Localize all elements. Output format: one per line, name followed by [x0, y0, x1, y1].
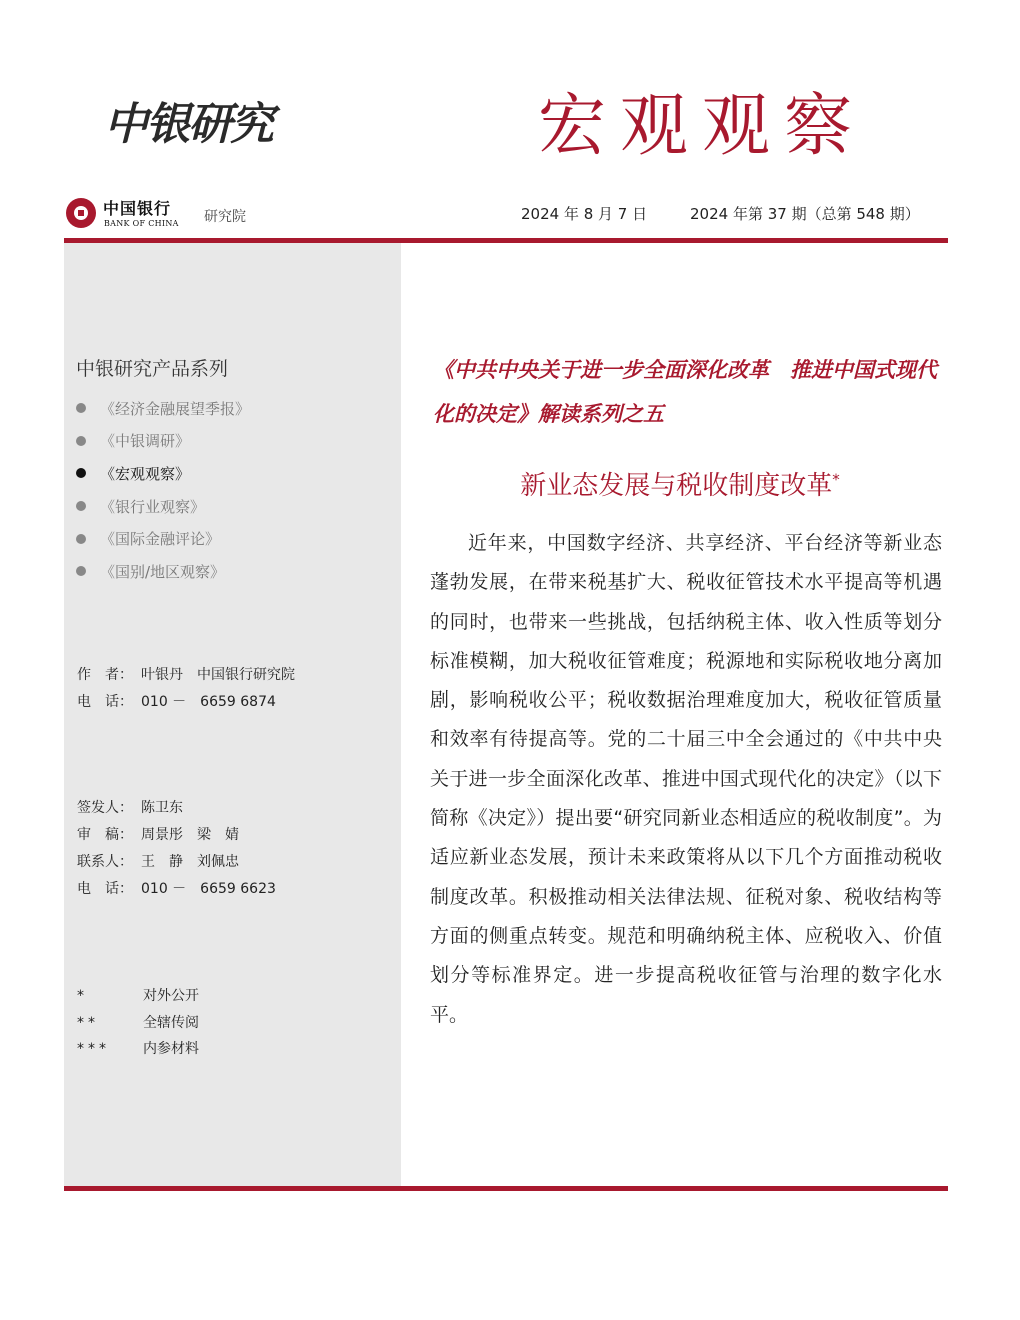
series-heading: 《中共中央关于进一步全面深化改革 推进中国式现代化的决定》解读系列之五 — [433, 357, 937, 426]
article-body: 近年来，中国数字经济、共享经济、平台经济等新业态蓬勃发展，在带来税基扩大、税收征管技术水平提高等机遇的同时，也带来一些挑战，包括纳税主体、收入性质等划分标准模糊，加大税收征管难度；税源地和实际税收地分离加剧，影响税收公平；税收数据治理难度加大，税收征管质量和效率有待提高等。党的二十届三中全会通过的《中共中央关于进一步全面深化改革、推进中国式现代化的决定》（以下简称《决定》）提出要“研究同新业态相适应的税收制度”。为适应新业态发展，预计未来政策将从以下几个方面推动税收制度改革。积极推动相关法律法规、征税对象、税收结构等方面的侧重点转变。规范和明确纳税主体、应税收入、价值划分等标准界定。进一步提高税收征管与治理的数字化水平。 — [430, 532, 942, 1026]
distribution-line: *** 内参材料 — [77, 1041, 199, 1057]
issue-number: 2024 年第 37 期（总第 548 期） — [690, 205, 920, 223]
series-title: 中银研究产品系列 — [76, 358, 229, 380]
masthead-title: 宏观观察 — [538, 87, 867, 166]
distribution-line: * 对外公开 — [77, 988, 199, 1004]
contact-line: 联系人： 王 静 刘佩忠 — [77, 854, 239, 870]
contact-phone-line: 电 话： 010 － 6659 6623 — [77, 881, 276, 897]
calligraphy-logo: 中银研究 — [104, 99, 272, 150]
bullet-icon — [76, 468, 86, 478]
distribution-line: ** 全辖传阅 — [77, 1015, 199, 1031]
title-footnote-mark: * — [832, 470, 840, 489]
bank-logo-icon — [66, 198, 96, 228]
series-item: 《国别/地区观察》 — [76, 555, 250, 588]
bank-name-cn: 中国银行 — [103, 199, 172, 218]
signer-line: 签发人： 陈卫东 — [77, 800, 183, 816]
bullet-icon — [76, 436, 86, 446]
series-item-active: 《宏观观察》 — [76, 457, 250, 490]
bullet-icon — [76, 566, 86, 576]
bank-name-en: BANK OF CHINA — [104, 219, 179, 228]
series-item: 《国际金融评论》 — [76, 522, 250, 555]
author-phone-line: 电 话： 010 － 6659 6874 — [77, 694, 276, 710]
series-item: 《银行业观察》 — [76, 490, 250, 523]
series-list — [76, 392, 250, 588]
article-title: 新业态发展与税收制度改革* — [520, 470, 840, 501]
series-item: 《中银调研》 — [76, 425, 250, 458]
bullet-icon — [76, 501, 86, 511]
series-item: 《经济金融展望季报》 — [76, 392, 250, 425]
bottom-divider — [64, 1186, 948, 1191]
bullet-icon — [76, 534, 86, 544]
publish-date: 2024 年 8 月 7 日 — [521, 205, 648, 223]
reviewer-line: 审 稿： 周景彤 梁 婧 — [77, 827, 239, 843]
bullet-icon — [76, 403, 86, 413]
author-line: 作 者： 叶银丹 中国银行研究院 — [77, 667, 295, 683]
institute-label: 研究院 — [204, 209, 246, 225]
